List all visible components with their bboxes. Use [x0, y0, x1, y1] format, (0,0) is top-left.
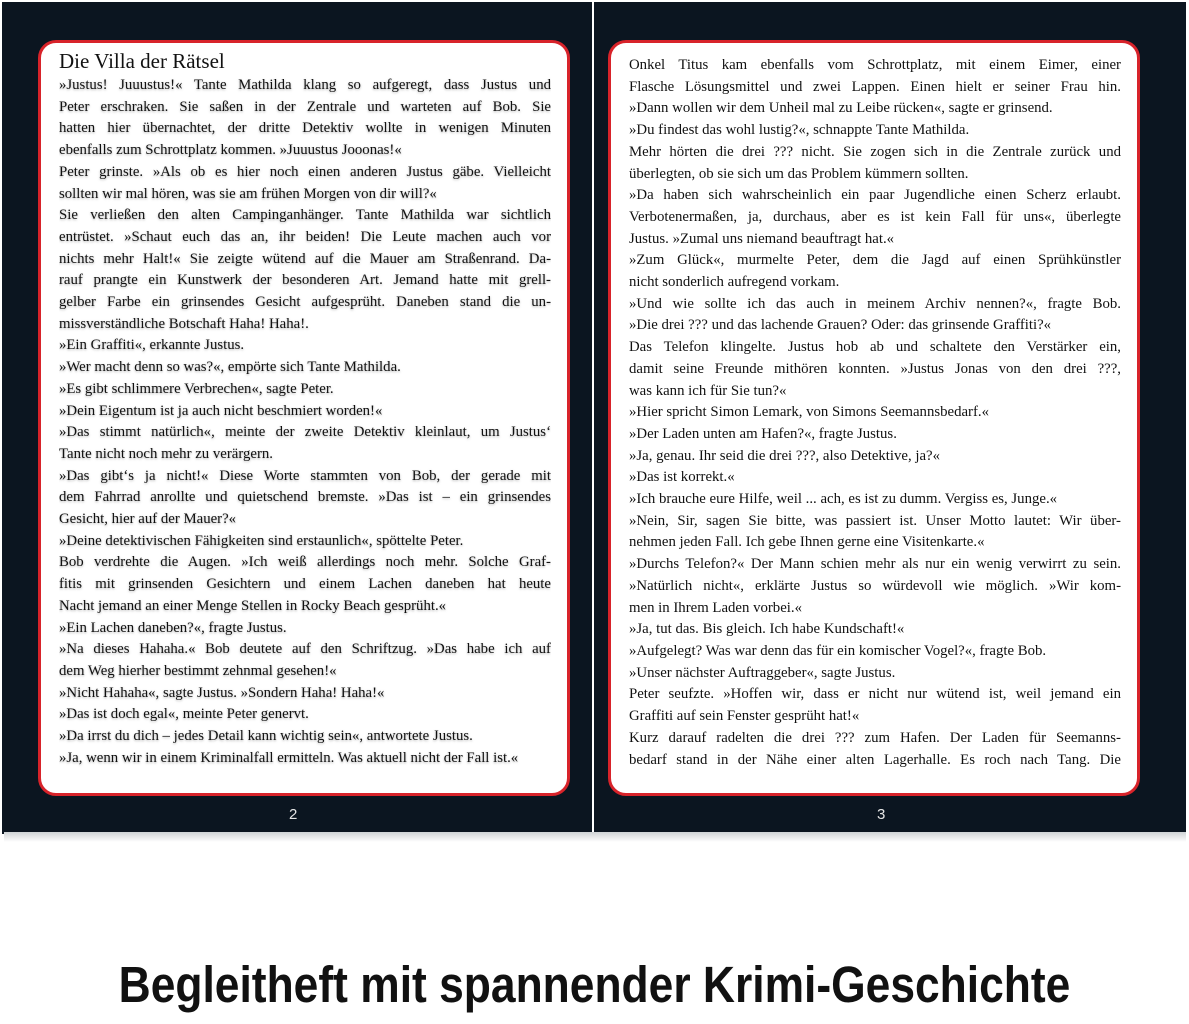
- right-page-number: 3: [877, 806, 886, 823]
- text-line: nicht sonderlich aufregend vorkam.: [629, 274, 840, 291]
- text-line: »Dann wollen wir dem Unheil mal zu Leibe rücken«, sagte er grinsend.: [629, 100, 1053, 117]
- text-line: Tante nicht noch mehr zu verärgern.: [59, 445, 273, 462]
- text-line: »Und wie sollte ich das auch in meinem Archiv nennen?«, fragte Bob.: [629, 295, 1121, 312]
- text-line: »Dein Eigentum ist ja auch nicht beschmiert worden!«: [59, 402, 383, 419]
- text-line: »Das gibt‘s ja nicht!« Diese Worte stammten von Bob, der gerade mit: [59, 467, 551, 484]
- text-line: sollten wir mal hören, was sie am frühen Morgen von dir will?«: [59, 185, 437, 202]
- text-line: »Na dieses Hahaha.« Bob deutete auf den Schriftzug. »Das habe ich auf: [59, 641, 551, 658]
- text-line: »Ein Lachen daneben?«, fragte Justus.: [59, 619, 287, 636]
- text-line: Sie verließen den alten Campinganhänger. Tante Mathilda war sichtlich: [59, 207, 551, 224]
- text-line: »Natürlich nicht«, erklärte Justus so würdevoll wie möglich. »Wir kom-: [629, 577, 1121, 594]
- spread-shadow: [4, 832, 1186, 842]
- text-line: Onkel Titus kam ebenfalls vom Schrottplatz, mit einem Eimer, einer: [629, 57, 1121, 73]
- text-line: Justus. »Zumal uns niemand beauftragt hat.«: [629, 230, 895, 247]
- text-line: »Ja, wenn wir in einem Kriminalfall ermitteln. Was aktuell nicht der Fall ist.«: [59, 749, 519, 766]
- text-line: »Ein Graffiti«, erkannte Justus.: [59, 337, 245, 354]
- text-line: »Aufgelegt? Was war denn das für ein komischer Vogel?«, fragte Bob.: [629, 642, 1047, 659]
- text-line: »Ja, genau. Ihr seid die drei ???, also Detektive, ja?«: [629, 447, 941, 464]
- text-line: »Durchs Telefon?« Der Mann schien mehr als nur ein wenig verwirrt zu sein.: [629, 556, 1121, 573]
- text-line: »Da haben sich wahrscheinlich ein paar Jugendliche einen Scherz erlaubt.: [629, 187, 1121, 204]
- text-line: nehmen jeden Fall. Ich gebe Ihnen gerne eine Visitenkarte.«: [629, 534, 985, 551]
- text-line: »Die drei ??? und das lachende Grauen? Oder: das grinsende Graffiti?«: [629, 317, 1052, 334]
- text-line: »Hier spricht Simon Lemark, von Simons Seemannsbedarf.«: [629, 404, 989, 421]
- text-line: was kann ich für Sie tun?«: [629, 382, 787, 399]
- text-line: »Es gibt schlimmere Verbrechen«, sagte Peter.: [59, 380, 334, 397]
- text-line: »Du findest das wohl lustig?«, schnappte Tante Mathilda.: [629, 122, 970, 139]
- text-line: fitis mit grinsenden Gesichtern und einem Lachen daneben hat heute: [59, 576, 551, 593]
- text-line: »Ich brauche eure Hilfe, weil ... ach, es ist zu dumm. Vergiss es, Junge.«: [629, 491, 1058, 508]
- text-line: »Da irrst du dich – jedes Detail kann wichtig sein«, antwortete Justus.: [59, 728, 473, 745]
- text-line: Gesicht, hier auf der Mauer?«: [59, 511, 237, 528]
- text-line: nichts mehr Halt!« Sie zeigte wütend auf die Mauer am Straßenrand. Da-: [59, 250, 551, 267]
- text-line: gelber Farbe ein grinsendes Gesicht aufgesprüht. Daneben stand die un-: [59, 294, 551, 311]
- text-line: Bob verdrehte die Augen. »Ich weiß allerdings noch mehr. Solche Graf-: [59, 554, 551, 571]
- text-line: »Unser nächster Auftraggeber«, sagte Justus.: [629, 664, 896, 681]
- text-line: entrüstet. »Schaut euch das an, ihr beiden! Die Leute machen auch vor: [59, 228, 551, 245]
- text-line: »Das ist doch egal«, meinte Peter genervt.: [59, 706, 309, 723]
- text-line: men in Ihrem Laden vorbei.«: [629, 599, 802, 616]
- text-line: bedarf stand in der Nähe einer alten Lagerhalle. Es roch nach Tang. Die: [629, 751, 1121, 768]
- text-line: »Nicht Hahaha«, sagte Justus. »Sondern Haha! Haha!«: [59, 684, 385, 701]
- text-line: dem Weg hierher bestimmt zehnmal gesehen!«: [59, 662, 337, 679]
- text-line: rauf prangte ein Kunstwerk der besonderen Art. Jemand hatte mit grell-: [59, 272, 551, 289]
- text-line: Peter grinste. »Als ob es hier noch einen anderen Justus gäbe. Vielleicht: [59, 163, 551, 180]
- text-line: »Das stimmt natürlich«, meinte der zweite Detektiv kleinlaut, um Justus‘: [59, 424, 551, 441]
- caption-headline: Begleitheft mit spannender Krimi-Geschichte: [118, 956, 1071, 1013]
- right-page-text: [629, 55, 1121, 771]
- text-line: Kurz darauf radelten die drei ??? zum Hafen. Der Laden für Seemanns-: [629, 729, 1121, 746]
- text-line: »Das ist korrekt.«: [629, 469, 735, 486]
- text-line: missverständliche Botschaft Haha! Haha!.: [59, 315, 309, 332]
- text-line: Nacht jemand an einer Menge Stellen in Rocky Beach gesprüht.«: [59, 597, 447, 614]
- text-line: Flasche Lösungsmittel und zwei Lappen. Einen hielt er seiner Frau hin.: [629, 78, 1121, 95]
- text-line: »Ja, tut das. Bis gleich. Ich habe Kundschaft!«: [629, 621, 905, 638]
- text-line: Verbotenermaßen, ja, durchaus, aber es ist kein Fall für uns«, überlegte: [629, 208, 1121, 225]
- text-line: Das Telefon klingelte. Justus hob ab und schaltete den Verstärker ein,: [629, 339, 1121, 356]
- right-page-text-card: [608, 40, 1140, 796]
- left-page-text-card: [38, 40, 570, 796]
- text-line: »Der Laden unten am Hafen?«, fragte Justus.: [629, 425, 897, 442]
- text-line: Graffiti auf sein Fenster gesprüht hat!«: [629, 708, 860, 725]
- left-page-text: [59, 75, 551, 770]
- text-line: Peter seufzte. »Hoffen wir, dass er nicht nur wütend ist, weil jemand ein: [629, 686, 1121, 703]
- text-line: »Deine detektivischen Fähigkeiten sind erstaunlich«, spöttelte Peter.: [59, 532, 464, 549]
- text-line: ebenfalls zum Schrottplatz kommen. »Juuustus Jooonas!«: [59, 142, 402, 159]
- left-page-number: 2: [289, 806, 298, 823]
- text-line: »Wer macht denn so was?«, empörte sich Tante Mathilda.: [59, 359, 401, 376]
- text-line: Peter erschraken. Sie saßen in der Zentrale und warteten auf Bob. Sie: [59, 98, 551, 115]
- text-line: »Zum Glück«, murmelte Peter, dem die Jagd auf einen Sprühkünstler: [629, 252, 1121, 269]
- text-line: »Justus! Juuustus!« Tante Mathilda klang so aufgeregt, dass Justus und: [59, 77, 551, 93]
- text-line: »Nein, Sir, sagen Sie bitte, was passiert ist. Unser Motto lautet: Wir über-: [629, 512, 1121, 529]
- story-title: Die Villa der Rätsel: [59, 49, 225, 73]
- text-line: überlegten, ob sie sich um das Problem kümmern sollten.: [629, 165, 969, 182]
- text-line: dem Fahrrad anrollte und quietschend bremste. »Das ist – ein grinsendes: [59, 489, 551, 506]
- text-line: damit seine Freunde mithören konnten. »Justus Jonas von den drei ???,: [629, 360, 1121, 377]
- text-line: hatten hier übernachtet, der dritte Detektiv wollte in wenigen Minuten: [59, 120, 551, 137]
- text-line: Mehr hörten die drei ??? nicht. Sie zogen sich in die Zentrale zurück und: [629, 143, 1121, 160]
